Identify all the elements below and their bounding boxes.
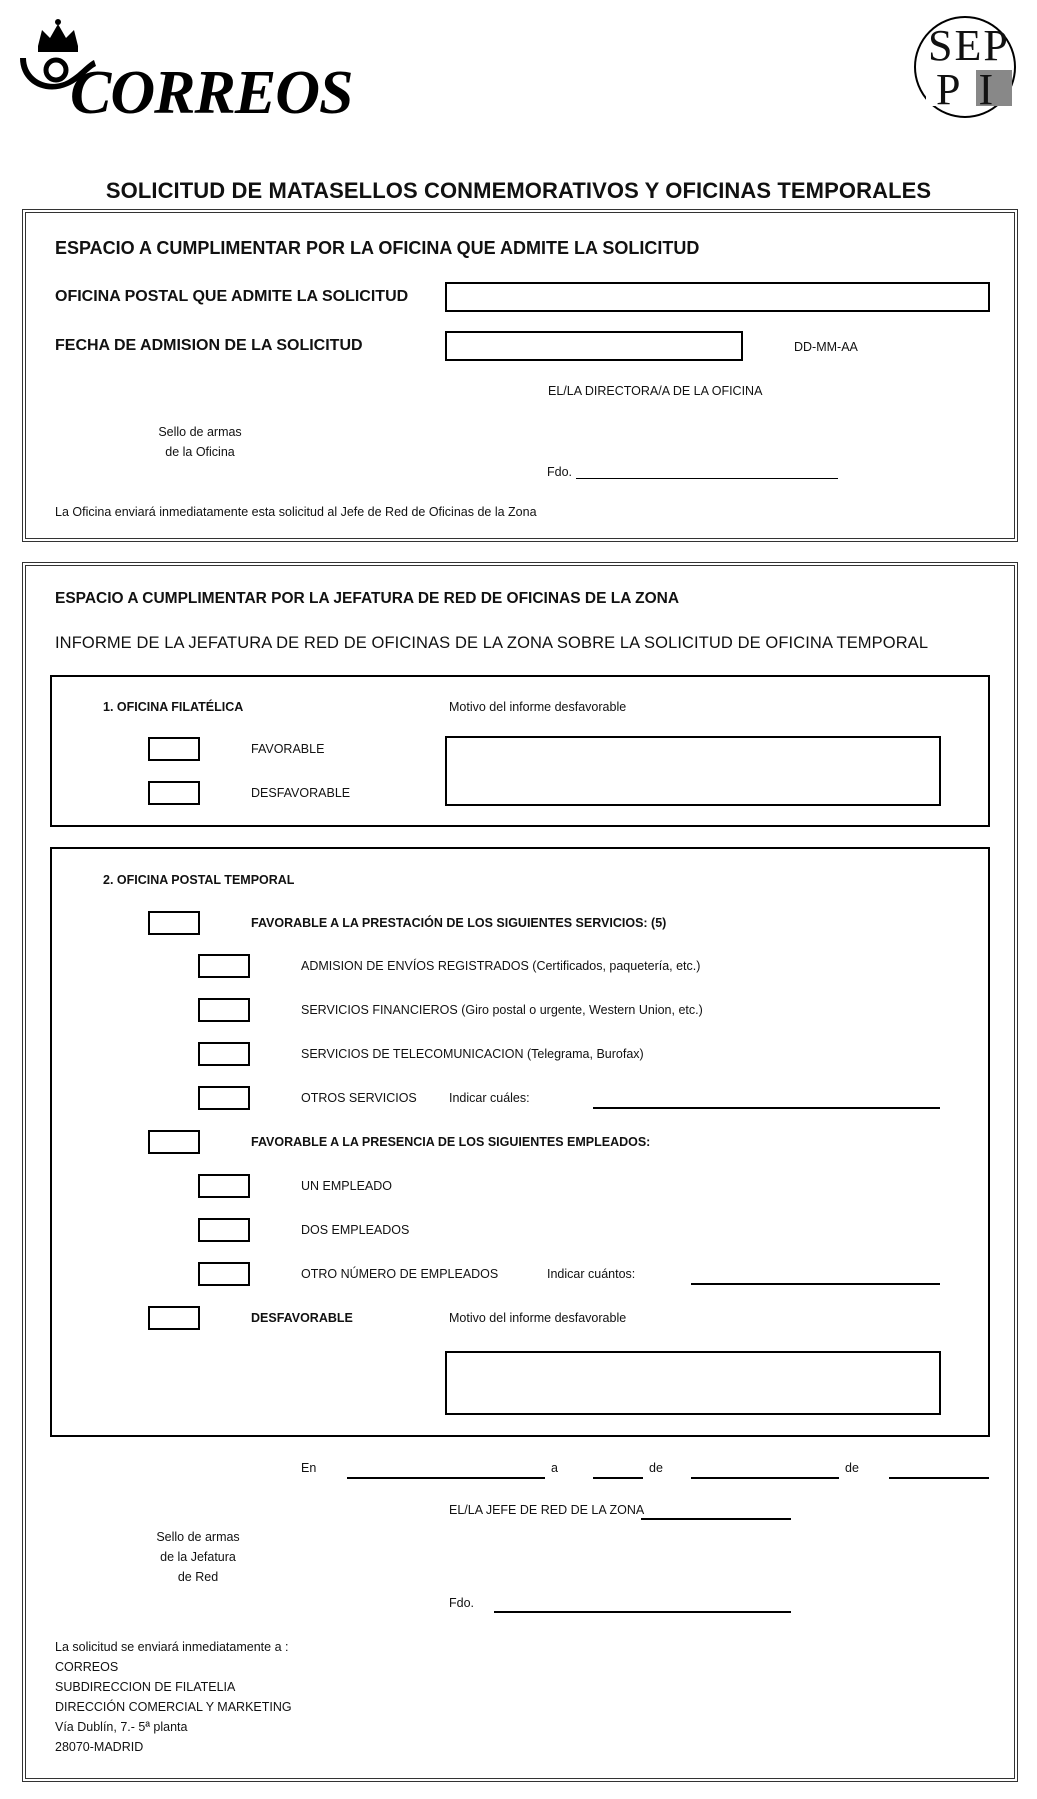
other-number-indicate-label: Indicar cuántos: bbox=[547, 1267, 636, 1281]
zone-seal-line1: Sello de armas bbox=[156, 1530, 240, 1544]
office-seal-line1: Sello de armas bbox=[158, 425, 242, 439]
correos-logo bbox=[20, 12, 380, 127]
philatelic-favorable-label: FAVORABLE bbox=[251, 742, 325, 756]
services-favorable-checkbox[interactable] bbox=[148, 911, 200, 935]
office-note: La Oficina enviará inmediatamente esta solicitud al Jefe de Red de Oficinas de la Zona bbox=[55, 505, 537, 519]
office-signed-label: Fdo. bbox=[547, 465, 573, 479]
place-de1-label: de bbox=[649, 1461, 663, 1475]
service-other-input[interactable] bbox=[593, 1107, 940, 1109]
zone-seal-area bbox=[138, 1527, 258, 1587]
service-telecom-label: SERVICIOS DE TELECOMUNICACION (Telegrama, Burofax) bbox=[301, 1047, 644, 1061]
director-label: EL/LA DIRECTORA/A DE LA OFICINA bbox=[548, 384, 763, 398]
send-to-address bbox=[55, 1637, 292, 1757]
place-en-label: En bbox=[301, 1461, 317, 1475]
zone-section-heading: ESPACIO A CUMPLIMENTAR POR LA JEFATURA DE RED DE OFICINAS DE LA ZONA bbox=[55, 590, 680, 607]
philatelic-unfavorable-checkbox[interactable] bbox=[148, 781, 200, 805]
zone-signed-label: Fdo. bbox=[449, 1596, 475, 1610]
one-employee-checkbox[interactable] bbox=[198, 1174, 250, 1198]
temporary-title: 2. OFICINA POSTAL TEMPORAL bbox=[103, 873, 295, 887]
address-line2: SUBDIRECCION DE FILATELIA bbox=[55, 1680, 236, 1694]
address-line3: DIRECCIÓN COMERCIAL Y MARKETING bbox=[55, 1700, 292, 1714]
office-section-heading: ESPACIO A CUMPLIMENTAR POR LA OFICINA QUE ADMITE LA SOLICITUD bbox=[55, 238, 700, 258]
service-registered-label: ADMISION DE ENVÍOS REGISTRADOS (Certificados, paquetería, etc.) bbox=[301, 959, 701, 973]
service-other-indicate-label: Indicar cuáles: bbox=[449, 1091, 530, 1105]
other-number-input[interactable] bbox=[691, 1283, 940, 1285]
send-note: La solicitud se enviará inmediatamente a : bbox=[55, 1640, 289, 1654]
zone-signature-line[interactable] bbox=[494, 1611, 791, 1613]
sepi-logo-top: SEP bbox=[928, 21, 1010, 70]
date-input[interactable] bbox=[445, 331, 743, 361]
zone-seal-line3: de Red bbox=[177, 1570, 219, 1584]
service-telecom-checkbox[interactable] bbox=[198, 1042, 250, 1066]
place-de2-label: de bbox=[845, 1461, 859, 1475]
place-input[interactable] bbox=[347, 1477, 545, 1479]
one-employee-label: UN EMPLEADO bbox=[301, 1179, 392, 1193]
date-format-hint: DD-MM-AA bbox=[794, 340, 858, 354]
services-favorable-label: FAVORABLE A LA PRESTACIÓN DE LOS SIGUIENTES SERVICIOS: (5) bbox=[251, 916, 667, 930]
address-line5: 28070-MADRID bbox=[55, 1740, 144, 1754]
zone-seal-line2: de la Jefatura bbox=[160, 1550, 236, 1564]
office-signature-line[interactable] bbox=[576, 478, 838, 479]
service-other-checkbox[interactable] bbox=[198, 1086, 250, 1110]
service-registered-checkbox[interactable] bbox=[198, 954, 250, 978]
chief-label: EL/LA JEFE DE RED DE LA ZONA bbox=[449, 1503, 645, 1517]
office-input[interactable] bbox=[445, 282, 990, 312]
philatelic-unfavorable-label: DESFAVORABLE bbox=[251, 786, 351, 800]
sepi-logo-bottom: PI bbox=[936, 65, 1012, 114]
other-number-label: OTRO NÚMERO DE EMPLEADOS bbox=[301, 1267, 499, 1281]
address-line4: Vía Dublín, 7.- 5ª planta bbox=[55, 1720, 188, 1734]
office-label: OFICINA POSTAL QUE ADMITE LA SOLICITUD bbox=[55, 288, 409, 305]
two-employees-label: DOS EMPLEADOS bbox=[301, 1223, 410, 1237]
date-label: FECHA DE ADMISION DE LA SOLICITUD bbox=[55, 337, 363, 354]
philatelic-reason-label: Motivo del informe desfavorable bbox=[449, 700, 627, 714]
page-title: SOLICITUD DE MATASELLOS CONMEMORATIVOS Y OFICINAS TEMPORALES bbox=[105, 178, 932, 203]
temporary-reason-label: Motivo del informe desfavorable bbox=[449, 1311, 627, 1325]
temporary-unfavorable-checkbox[interactable] bbox=[148, 1306, 200, 1330]
temporary-unfavorable-label: DESFAVORABLE bbox=[251, 1311, 353, 1325]
zone-section-subheading: INFORME DE LA JEFATURA DE RED DE OFICINAS DE LA ZONA SOBRE LA SOLICITUD DE OFICINA TEMPORAL bbox=[55, 634, 929, 652]
employees-favorable-label: FAVORABLE A LA PRESENCIA DE LOS SIGUIENTES EMPLEADOS: bbox=[251, 1135, 651, 1149]
philatelic-favorable-checkbox[interactable] bbox=[148, 737, 200, 761]
temporary-reason-input[interactable] bbox=[445, 1351, 941, 1415]
chief-name-input[interactable] bbox=[641, 1518, 791, 1520]
correos-wordmark: CORREOS bbox=[70, 59, 353, 127]
month-input[interactable] bbox=[691, 1477, 839, 1479]
philatelic-title: 1. OFICINA FILATÉLICA bbox=[103, 700, 244, 714]
service-other-label: OTROS SERVICIOS bbox=[301, 1091, 417, 1105]
employees-favorable-checkbox[interactable] bbox=[148, 1130, 200, 1154]
address-line1: CORREOS bbox=[55, 1660, 119, 1674]
office-seal-area bbox=[140, 422, 260, 462]
day-input[interactable] bbox=[593, 1477, 643, 1479]
place-a-label: a bbox=[551, 1461, 558, 1475]
sepi-logo bbox=[912, 14, 1018, 120]
philatelic-reason-input[interactable] bbox=[445, 736, 941, 806]
year-input[interactable] bbox=[889, 1477, 989, 1479]
other-number-checkbox[interactable] bbox=[198, 1262, 250, 1286]
office-seal-line2: de la Oficina bbox=[165, 445, 235, 459]
service-financial-checkbox[interactable] bbox=[198, 998, 250, 1022]
two-employees-checkbox[interactable] bbox=[198, 1218, 250, 1242]
service-financial-label: SERVICIOS FINANCIEROS (Giro postal o urgente, Western Union, etc.) bbox=[301, 1003, 703, 1017]
